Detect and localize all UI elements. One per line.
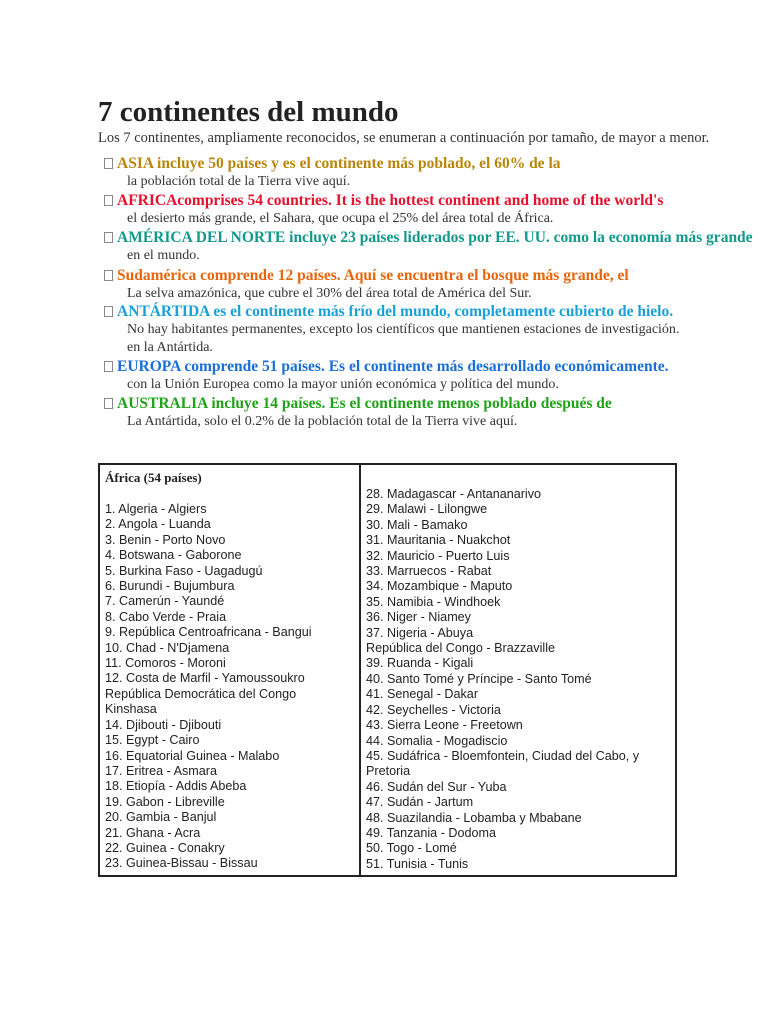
continent-description: La selva amazónica, que cubre el 30% del área total de América del Sur.	[127, 286, 532, 301]
table-row: 12. Costa de Marfil - Yamoussoukro	[105, 671, 305, 686]
table-row: 33. Marruecos - Rabat	[366, 564, 492, 579]
continent-description: en la Antártida.	[127, 340, 213, 355]
table-row: Pretoria	[366, 764, 411, 779]
missing-glyph-bullet-icon	[104, 361, 113, 372]
africa-countries-table	[98, 463, 677, 877]
table-row: 49. Tanzania - Dodoma	[366, 825, 496, 840]
continent-heading	[104, 357, 744, 376]
table-row: 29. Malawi - Lilongwe	[366, 502, 488, 517]
table-row: 23. Guinea-Bissau - Bissau	[105, 856, 258, 871]
continent-heading-text: AUSTRALIA incluye 14 países. Es el continente menos poblado después de	[117, 395, 612, 412]
table-row: 32. Mauricio - Puerto Luis	[366, 548, 510, 563]
table-title: África (54 países)	[105, 470, 202, 485]
table-row: 37. Nigeria - Abuya	[366, 625, 474, 640]
table-row: 45. Sudáfrica - Bloemfontein, Ciudad del Cabo, y	[366, 748, 640, 763]
table-row: 47. Sudán - Jartum	[366, 795, 474, 810]
table-column-divider	[359, 465, 361, 875]
table-row: 28. Madagascar - Antananarivo	[366, 487, 542, 501]
continent-heading-text: ASIA incluye 50 países y es el continente más poblado, el 60% de la	[117, 155, 561, 172]
table-row: 7. Camerún - Yaundé	[105, 594, 225, 609]
table-row: 19. Gabon - Libreville	[105, 794, 225, 809]
table-row: 50. Togo - Lomé	[366, 841, 457, 856]
page-title: 7 continentes del mundo	[98, 96, 399, 128]
table-row: 15. Egypt - Cairo	[105, 733, 200, 748]
continent-heading	[104, 191, 744, 210]
continent-heading-text: Sudamérica comprende 12 países. Aquí se encuentra el bosque más grande, el	[117, 267, 629, 284]
table-row: 30. Mali - Bamako	[366, 517, 468, 532]
table-row: 36. Niger - Niamey	[366, 610, 471, 625]
table-row: 6. Burundi - Bujumbura	[105, 579, 235, 594]
table-row: 42. Seychelles - Victoria	[366, 702, 501, 717]
missing-glyph-bullet-icon	[104, 398, 113, 409]
table-row: 4. Botswana - Gaborone	[105, 548, 242, 563]
table-row: 9. República Centroafricana - Bangui	[105, 625, 312, 640]
table-right-column	[366, 465, 671, 872]
continent-heading-text: AFRICAcomprises 54 countries. It is the hottest continent and home of the world's	[117, 192, 664, 209]
table-row: 22. Guinea - Conakry	[105, 840, 225, 855]
continent-description: No hay habitantes permanentes, excepto los científicos que mantienen estaciones de investigación.	[127, 322, 680, 337]
continent-asia	[104, 154, 744, 191]
continent-heading	[104, 302, 744, 321]
table-row: 46. Sudán del Sur - Yuba	[366, 779, 507, 794]
missing-glyph-bullet-icon	[104, 306, 113, 317]
continent-antartida	[104, 302, 744, 357]
continent-description: con la Unión Europea como la mayor unión económica y política del mundo.	[127, 377, 559, 392]
table-row: República del Congo - Brazzaville	[366, 641, 556, 656]
table-row: 43. Sierra Leone - Freetown	[366, 718, 523, 733]
table-row: 35. Namibia - Windhoek	[366, 594, 501, 609]
table-row: 2. Angola - Luanda	[105, 517, 211, 532]
table-row: 34. Mozambique - Maputo	[366, 579, 513, 594]
table-row: Kinshasa	[105, 702, 157, 717]
table-row: 18. Etiopía - Addis Abeba	[105, 779, 247, 794]
table-row: 17. Eritrea - Asmara	[105, 763, 217, 778]
table-title-spacer	[105, 486, 355, 502]
continent-heading	[104, 394, 744, 413]
table-left-column	[105, 465, 355, 872]
intro-paragraph: Los 7 continentes, ampliamente reconocidos, se enumeran a continuación por tamaño, de mayor a menor.	[98, 130, 710, 146]
continent-heading-text: EUROPA comprende 51 países. Es el continente más desarrollado económicamente.	[117, 358, 669, 375]
table-row: 14. Djibouti - Djibouti	[105, 717, 222, 732]
continent-norte	[104, 228, 753, 265]
table-row: 41. Senegal - Dakar	[366, 687, 479, 702]
table-row: 48. Suazilandia - Lobamba y Mbabane	[366, 810, 582, 825]
continent-sur	[104, 266, 744, 303]
continent-europa	[104, 357, 744, 394]
table-row: 11. Comoros - Moroni	[105, 656, 226, 671]
continent-heading-text: ANTÁRTIDA es el continente más frío del mundo, completamente cubierto de hielo.	[117, 303, 674, 320]
table-row: 8. Cabo Verde - Praia	[105, 609, 227, 624]
continent-heading	[104, 266, 744, 285]
continent-description: la población total de la Tierra vive aquí.	[127, 174, 351, 189]
missing-glyph-bullet-icon	[104, 270, 113, 281]
table-row: República Democrática del Congo	[105, 686, 297, 701]
table-row: 39. Ruanda - Kigali	[366, 656, 474, 671]
missing-glyph-bullet-icon	[104, 232, 113, 243]
continent-africa	[104, 191, 744, 228]
missing-glyph-bullet-icon	[104, 158, 113, 169]
table-row: 20. Gambia - Banjul	[105, 810, 217, 825]
table-row: 40. Santo Tomé y Príncipe - Santo Tomé	[366, 671, 592, 686]
table-right-spacer	[366, 465, 671, 487]
continent-description: el desierto más grande, el Sahara, que ocupa el 25% del área total de África.	[127, 211, 554, 226]
continent-heading-text: AMÉRICA DEL NORTE incluye 23 países liderados por EE. UU. como la economía más grande	[117, 229, 753, 246]
continent-heading	[104, 228, 753, 247]
table-row: 16. Equatorial Guinea - Malabo	[105, 748, 280, 763]
continent-heading	[104, 154, 744, 173]
table-row: 5. Burkina Faso - Uagadugú	[105, 563, 263, 578]
table-row: 3. Benin - Porto Novo	[105, 532, 226, 547]
table-row: 31. Mauritania - Nuakchot	[366, 533, 511, 548]
table-row: 10. Chad - N'Djamena	[105, 640, 230, 655]
continent-description: en el mundo.	[127, 248, 200, 263]
missing-glyph-bullet-icon	[104, 195, 113, 206]
table-row: 21. Ghana - Acra	[105, 825, 201, 840]
table-row: 44. Somalia - Mogadiscio	[366, 733, 508, 748]
table-row: 51. Tunisia - Tunis	[366, 856, 469, 871]
continent-description: La Antártida, solo el 0.2% de la población total de la Tierra vive aquí.	[127, 414, 518, 429]
continent-australia	[104, 394, 744, 431]
table-row: 1. Algeria - Algiers	[105, 502, 207, 516]
